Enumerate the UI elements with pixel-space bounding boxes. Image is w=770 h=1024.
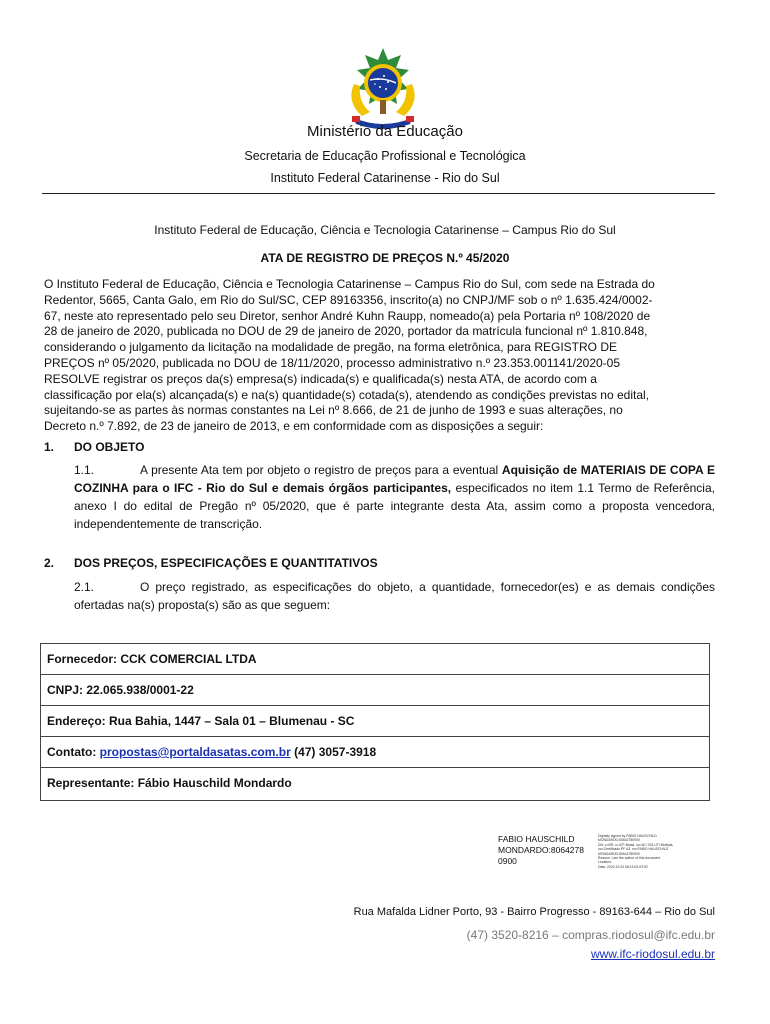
supplier-cnpj-row: CNPJ: 22.065.938/0001-22 <box>41 675 709 706</box>
section-1-1-paragraph <box>74 461 715 533</box>
section-1-1-number: 1.1. <box>74 463 95 477</box>
ministry-title: Ministério da Educação <box>307 123 463 140</box>
footer-website-link[interactable]: www.ifc-riodosul.edu.br <box>590 947 715 961</box>
signature-detail-line: Location: <box>598 860 612 865</box>
signature-detail-line: Date: 2020.12.04 08:13:03-03'00' <box>598 864 649 869</box>
brazil-coat-of-arms-icon <box>340 46 426 132</box>
section-1-1-object: Aquisição de MATERIAIS DE COPA E COZINHA para o IFC - Rio do Sul e demais órgãos participantes, <box>74 463 715 495</box>
section-2-1-paragraph <box>74 578 715 614</box>
supplier-table <box>40 643 710 801</box>
signature-detail-line: DN: c=BR, o=ICP-Brasil, ou=AC SOLUTI Multipla, <box>598 842 674 847</box>
intro-line: Decreto n.º 7.892, de 23 de janeiro de 2013, e em conformidade com as disposições a seguir: <box>44 419 544 434</box>
section-1-number: 1. <box>44 440 55 454</box>
intro-line: classificação por ela(s) alcançada(s) e na(s) quantidade(s) cotada(s), atendendo as condições previstas no edital, <box>44 387 649 402</box>
supplier-address-row: Endereço: Rua Bahia, 1447 – Sala 01 – Blumenau - SC <box>41 706 709 737</box>
contact-phone: (47) 3057-3918 <box>290 745 377 759</box>
supplier-representative-row: Representante: Fábio Hauschild Mondardo <box>47 776 292 790</box>
secretaria-subtitle: Secretaria de Educação Profissional e Tecnológica <box>244 149 526 163</box>
digital-signature-details <box>598 834 673 869</box>
document-title: ATA DE REGISTRO DE PREÇOS N.º 45/2020 <box>260 251 510 265</box>
signature-detail-line: Reason: I am the author of this document <box>598 856 661 861</box>
signer-line: FABIO HAUSCHILD <box>498 834 575 844</box>
section-2-1-number: 2.1. <box>74 580 95 594</box>
signature-detail-line: Digitally signed by FABIO HAUSCHILD <box>598 834 657 838</box>
intro-line: Redentor, 5665, Canta Galo, em Rio do Sul/SC, CEP 89163356, inscrito(a) no CNPJ/MF sob o nº 1.635.424/0002- <box>44 292 653 307</box>
contact-label: Contato: <box>47 745 100 759</box>
footer-contact: (47) 3520-8216 – compras.riodosul@ifc.edu.br <box>466 928 715 942</box>
intro-line: sujeitando-se as partes às normas constantes na Lei nº 8.666, de 21 de junho de 1993 e suas alterações, no <box>44 403 623 418</box>
supplier-name-row: Fornecedor: CCK COMERCIAL LTDA <box>41 644 709 675</box>
section-2-number: 2. <box>44 556 55 570</box>
intro-paragraph <box>44 277 715 435</box>
signer-line: 0900 <box>498 856 517 866</box>
intro-line: O Instituto Federal de Educação, Ciência e Tecnologia Catarinense – Campus Rio do Sul, com sede na Estrada do <box>44 277 655 291</box>
section-2-title: DOS PREÇOS, ESPECIFICAÇÕES E QUANTITATIVOS <box>74 556 378 570</box>
intro-line: 28 de janeiro de 2020, publicada no DOU de 29 de janeiro de 2020, portador da matrícula funcional nº 1.810.848, <box>44 324 648 339</box>
section-1-1-text-a: A presente Ata tem por objeto o registro de preços para a eventual <box>140 463 502 477</box>
instituto-subtitle: Instituto Federal Catarinense - Rio do Sul <box>270 171 500 185</box>
header-divider <box>42 193 715 194</box>
section-2-1-text: O preço registrado, as especificações do objeto, a quantidade, fornecedor(es) e as demais condições ofertadas na(s) proposta(s) são as que seguem: <box>74 580 715 612</box>
signer-line: MONDARDO:8064278 <box>498 845 584 855</box>
intro-line: considerando o julgamento da licitação na modalidade de pregão, na forma eletrônica, para REGISTRO DE <box>44 340 617 355</box>
intro-line: 67, neste ato representado pelo seu Diretor, senhor André Kuhn Raupp, nomeado(a) pela Portaria nº 108/2020 de <box>44 308 651 323</box>
signature-detail-line: MONDARDO:80642780900 <box>598 838 640 843</box>
intro-line: PREÇOS nº 05/2020, publicada no DOU de 18/11/2020, processo administrativo n.º 23.353.001141/2020-05 <box>44 355 621 370</box>
supplier-contact-row <box>41 737 709 768</box>
campus-line: Instituto Federal de Educação, Ciência e Tecnologia Catarinense – Campus Rio do Sul <box>154 223 616 237</box>
signature-detail-line: MONDARDO:80642780900 <box>598 851 640 856</box>
footer-address: Rua Mafalda Lidner Porto, 93 - Bairro Progresso - 89163-644 – Rio do Sul <box>353 906 715 918</box>
digital-signer-name <box>498 834 584 867</box>
signature-detail-line: ou=Certificado PF A3, cn=FABIO HAUSCHILD <box>598 847 669 852</box>
section-1-title: DO OBJETO <box>74 440 145 454</box>
section-1-1-text-b: especificados no item 1.1 Termo de Referência, anexo I do edital de Pregão nº 05/2020, que é parte integrante desta Ata, assim como a proposta vencedora, independentemente de transcrição. <box>74 481 715 531</box>
contact-email-link[interactable]: propostas@portaldasatas.com.br <box>99 745 291 759</box>
intro-line: RESOLVE registrar os preços da(s) empresa(s) indicada(s) e qualificada(s) nesta ATA, de acordo com a <box>44 371 597 386</box>
